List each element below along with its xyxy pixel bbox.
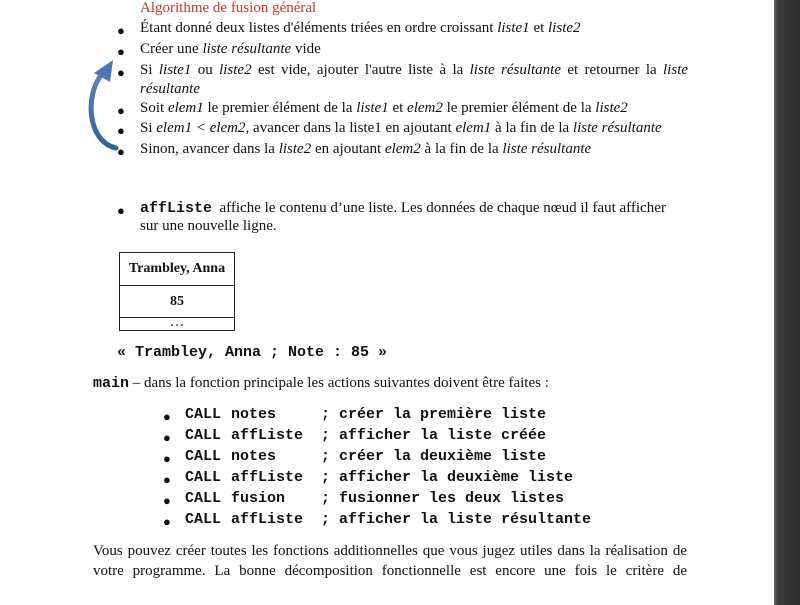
- affliste-code: affListe: [140, 200, 213, 217]
- text-segment: Si: [140, 120, 157, 136]
- italic-term: liste résultante: [469, 62, 561, 78]
- italic-term: liste2: [548, 20, 581, 36]
- call-cmd: CALL: [185, 448, 222, 465]
- text-segment: Si: [140, 62, 159, 78]
- call-comment: ; fusionner les deux listes: [321, 490, 565, 507]
- text-segment: Sinon, avancer dans la: [140, 141, 279, 157]
- text-segment: et: [388, 100, 408, 116]
- text-segment: à la fin de la: [420, 141, 503, 157]
- text-segment: vide: [291, 41, 321, 57]
- text-segment: , avancer dans la liste1 en ajoutant: [245, 120, 456, 136]
- italic-term: liste résultante: [502, 141, 592, 157]
- italic-term: liste1: [158, 62, 192, 78]
- italic-term: liste résultante: [202, 41, 292, 57]
- italic-term: liste1: [356, 100, 389, 116]
- bullet-icon: ●: [117, 203, 125, 218]
- loop-arrow-icon: [82, 56, 132, 159]
- italic-term: elem1: [167, 100, 204, 116]
- record-table: [119, 252, 235, 331]
- call-cmd: CALL: [185, 469, 222, 486]
- italic-term: elem1: [455, 120, 492, 136]
- call-cmd: CALL: [185, 490, 222, 507]
- record-grade-cell: 85: [120, 286, 235, 318]
- italic-term: liste2: [595, 100, 628, 116]
- main-description: [93, 374, 549, 392]
- algo-item-3-line1: [140, 62, 688, 79]
- call-func: affListe: [231, 511, 304, 528]
- main-code: main: [93, 375, 130, 392]
- call-func: notes: [231, 406, 277, 423]
- bullet-icon: ●: [117, 144, 125, 159]
- italic-term: liste2: [219, 62, 252, 78]
- text-segment: est vide, ajouter l'autre liste à la: [251, 62, 470, 78]
- call-func: fusion: [231, 490, 286, 507]
- call-comment: ; afficher la liste résultante: [321, 511, 592, 528]
- bullet-icon: ●: [163, 472, 171, 487]
- bullet-icon: ●: [163, 514, 171, 529]
- call-cmd: CALL: [185, 511, 222, 528]
- call-func: notes: [231, 448, 277, 465]
- call-comment: ; créer la deuxième liste: [321, 448, 547, 465]
- bullet-icon: ●: [117, 123, 125, 138]
- main-text: – dans la fonction principale les actions suivantes doivent être faites :: [129, 375, 549, 391]
- italic-term: elem2: [384, 141, 421, 157]
- algo-item-6: [140, 141, 591, 158]
- algo-item-5: [140, 120, 662, 137]
- text-segment: le premier élément de la: [442, 100, 596, 116]
- call-comment: ; afficher la liste créée: [321, 427, 547, 444]
- bullet-icon: ●: [117, 23, 125, 38]
- record-more-cell: . . .: [120, 318, 235, 331]
- call-cmd: CALL: [185, 427, 222, 444]
- call-func: affListe: [231, 427, 304, 444]
- bullet-icon: ●: [117, 103, 125, 118]
- algorithm-heading: Algorithme de fusion général: [140, 0, 317, 16]
- bullet-icon: ●: [117, 65, 125, 80]
- call-cmd: CALL: [185, 406, 222, 423]
- text-segment: Soit: [140, 100, 168, 116]
- affliste-text: affiche le contenu d’une liste. Les données de chaque nœud il faut afficher: [219, 200, 666, 216]
- italic-term: liste résultante: [572, 120, 662, 136]
- affliste-line2: sur une nouvelle ligne.: [140, 218, 277, 234]
- italic-term: elem2: [407, 100, 443, 116]
- record-name-cell: Trambley, Anna: [120, 253, 235, 286]
- text-segment: le premier élément de la: [203, 100, 357, 116]
- call-func: affListe: [231, 469, 304, 486]
- bullet-icon: ●: [163, 409, 171, 424]
- italic-term: liste2: [278, 141, 312, 157]
- text-segment: et: [529, 20, 549, 36]
- text-segment: Créer une: [140, 41, 203, 57]
- bullet-icon: ●: [163, 430, 171, 445]
- bullet-icon: ●: [163, 493, 171, 508]
- call-comment: ; créer la première liste: [321, 406, 547, 423]
- algo-item-4: [140, 100, 628, 117]
- text-segment: Étant donné deux listes d'éléments triées en ordre croissant: [140, 20, 498, 36]
- text-segment: en ajoutant: [311, 141, 385, 157]
- call-comment: ; afficher la deuxième liste: [321, 469, 574, 486]
- bullet-icon: ●: [117, 44, 125, 59]
- closing-line1: Vous pouvez créer toutes les fonctions additionnelles que vous jugez utiles dans la réalisation de: [93, 543, 687, 559]
- bullet-icon: ●: [163, 451, 171, 466]
- text-segment: à la fin de la: [491, 120, 573, 136]
- text-segment: ou: [191, 62, 220, 78]
- closing-line2: votre programme. La bonne décomposition fonctionnelle est encore une fois le critère de: [93, 563, 687, 579]
- algo-item-2: [140, 41, 321, 58]
- algo-item-3-line2: [140, 81, 200, 98]
- viewer-edge: [774, 0, 800, 605]
- sample-output: « Trambley, Anna ; Note : 85 »: [117, 344, 388, 361]
- italic-term: elem1 < elem2: [156, 120, 246, 136]
- algo-item-1: [140, 20, 581, 37]
- italic-term: liste: [663, 62, 689, 78]
- italic-term: résultante: [140, 81, 200, 97]
- italic-term: liste1: [497, 20, 530, 36]
- affliste-line1: [140, 199, 688, 217]
- text-segment: et retourner la: [560, 62, 664, 78]
